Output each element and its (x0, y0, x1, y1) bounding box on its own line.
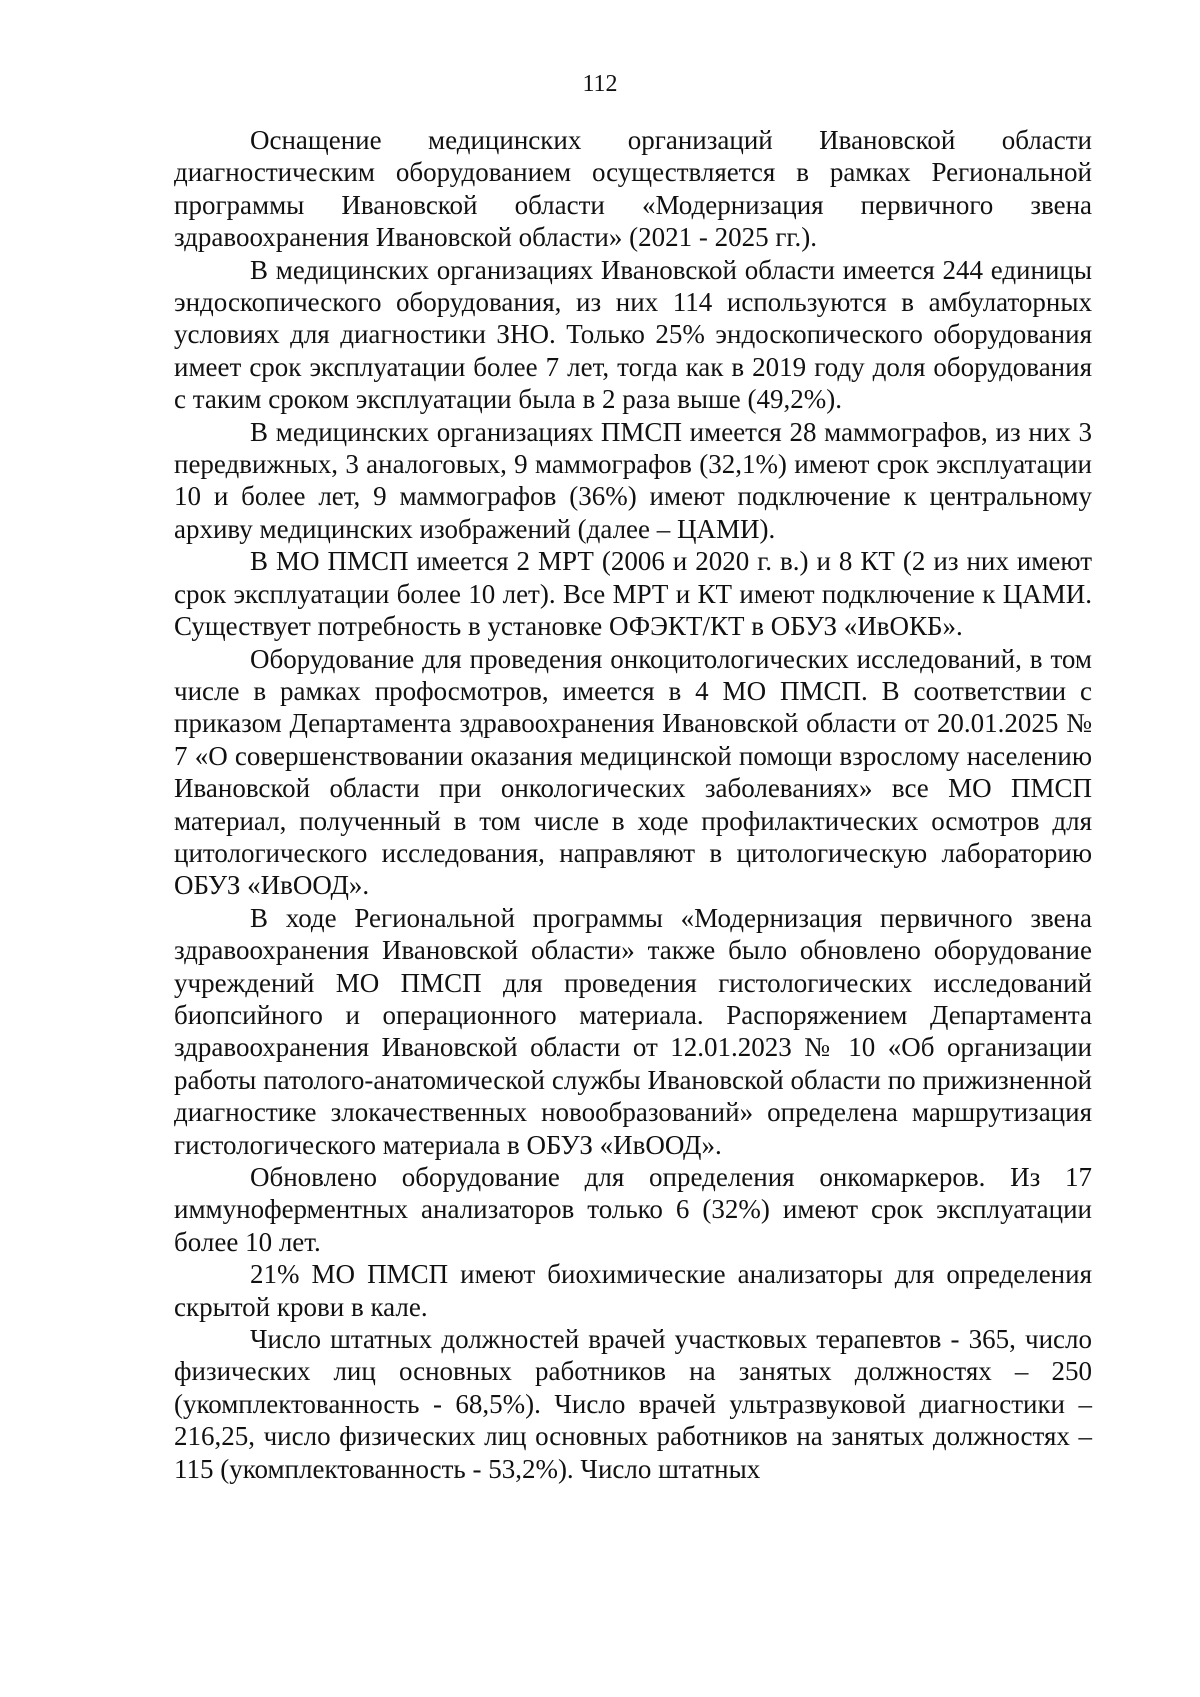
paragraph-staffing: Число штатных должностей врачей участковых терапевтов - 365, число физических лиц основных работников на занятых должностях – 250 (укомплектованность - 68,5%). Число врачей ультразвуковой диагностики – 216,25, число физических лиц основных работников на занятых должностях – 115 (укомплектованность - 53,2%). Число штатных (174, 1324, 1092, 1484)
document-body (174, 124, 1092, 1485)
page-number: 112 (582, 71, 618, 97)
paragraph-endoscopic-equipment: В медицинских организациях Ивановской области имеется 244 единицы эндоскопического оборудования, из них 114 используются в амбулаторных условиях для диагностики ЗНО. Только 25% эндоскопического оборудования имеет срок эксплуатации более 7 лет, тогда как в 2019 году доля оборудования с таким сроком эксплуатации была в 2 раза выше (49,2%). (174, 254, 1092, 415)
paragraph-mri-ct: В МО ПМСП имеется 2 МРТ (2006 и 2020 г. в.) и 8 КТ (2 из них имеют срок эксплуатации более 10 лет). Все МРТ и КТ имеют подключение к ЦАМИ. Существует потребность в установке ОФЭКТ/КТ в ОБУЗ «ИвОКБ». (174, 546, 1092, 642)
paragraph-tumor-markers: Обновлено оборудование для определения онкомаркеров. Из 17 иммуноферментных анализаторов только 6 (32%) имеют срок эксплуатации более 10 лет. (174, 1162, 1092, 1257)
paragraph-histology: В ходе Региональной программы «Модернизация первичного звена здравоохранения Ивановской области» также было обновлено оборудование учреждений МО ПМСП для проведения гистологических исследований биопсийного и операционного материала. Распоряжением Департамента здравоохранения Ивановской области от 12.01.2023 № 10 «Об организации работы патолого-анатомической службы Ивановской области по прижизненной диагностике злокачественных новообразований» определена маршрутизация гистологического материала в ОБУЗ «ИвООД». (174, 902, 1092, 1160)
paragraph-mammographs: В медицинских организациях ПМСП имеется 28 маммографов, из них 3 передвижных, 3 аналоговых, 9 маммографов (32,1%) имеют срок эксплуатации 10 и более лет, 9 маммографов (36%) имеют подключение к центральному архиву медицинских изображений (далее – ЦАМИ). (174, 416, 1092, 544)
paragraph-equipment-program: Оснащение медицинских организаций Ивановской области диагностическим оборудованием осуществляется в рамках Региональной программы Ивановской области «Модернизация первичного звена здравоохранения Ивановской области» (2021 - 2025 гг.). (174, 125, 1092, 253)
paragraph-biochemical-analyzers: 21% МО ПМСП имеют биохимические анализаторы для определения скрытой крови в кале. (174, 1259, 1092, 1322)
paragraph-cytology: Оборудование для проведения онкоцитологических исследований, в том числе в рамках профосмотров, имеется в 4 МО ПМСП. В соответствии с приказом Департамента здравоохранения Ивановской области от 20.01.2025 № 7 «О совершенствовании оказания медицинской помощи взрослому населению Ивановской области при онкологических заболеваниях» все МО ПМСП материал, полученный в том числе в ходе профилактических осмотров для цитологического исследования, направляют в цитологическую лабораторию ОБУЗ «ИвООД». (174, 643, 1092, 901)
